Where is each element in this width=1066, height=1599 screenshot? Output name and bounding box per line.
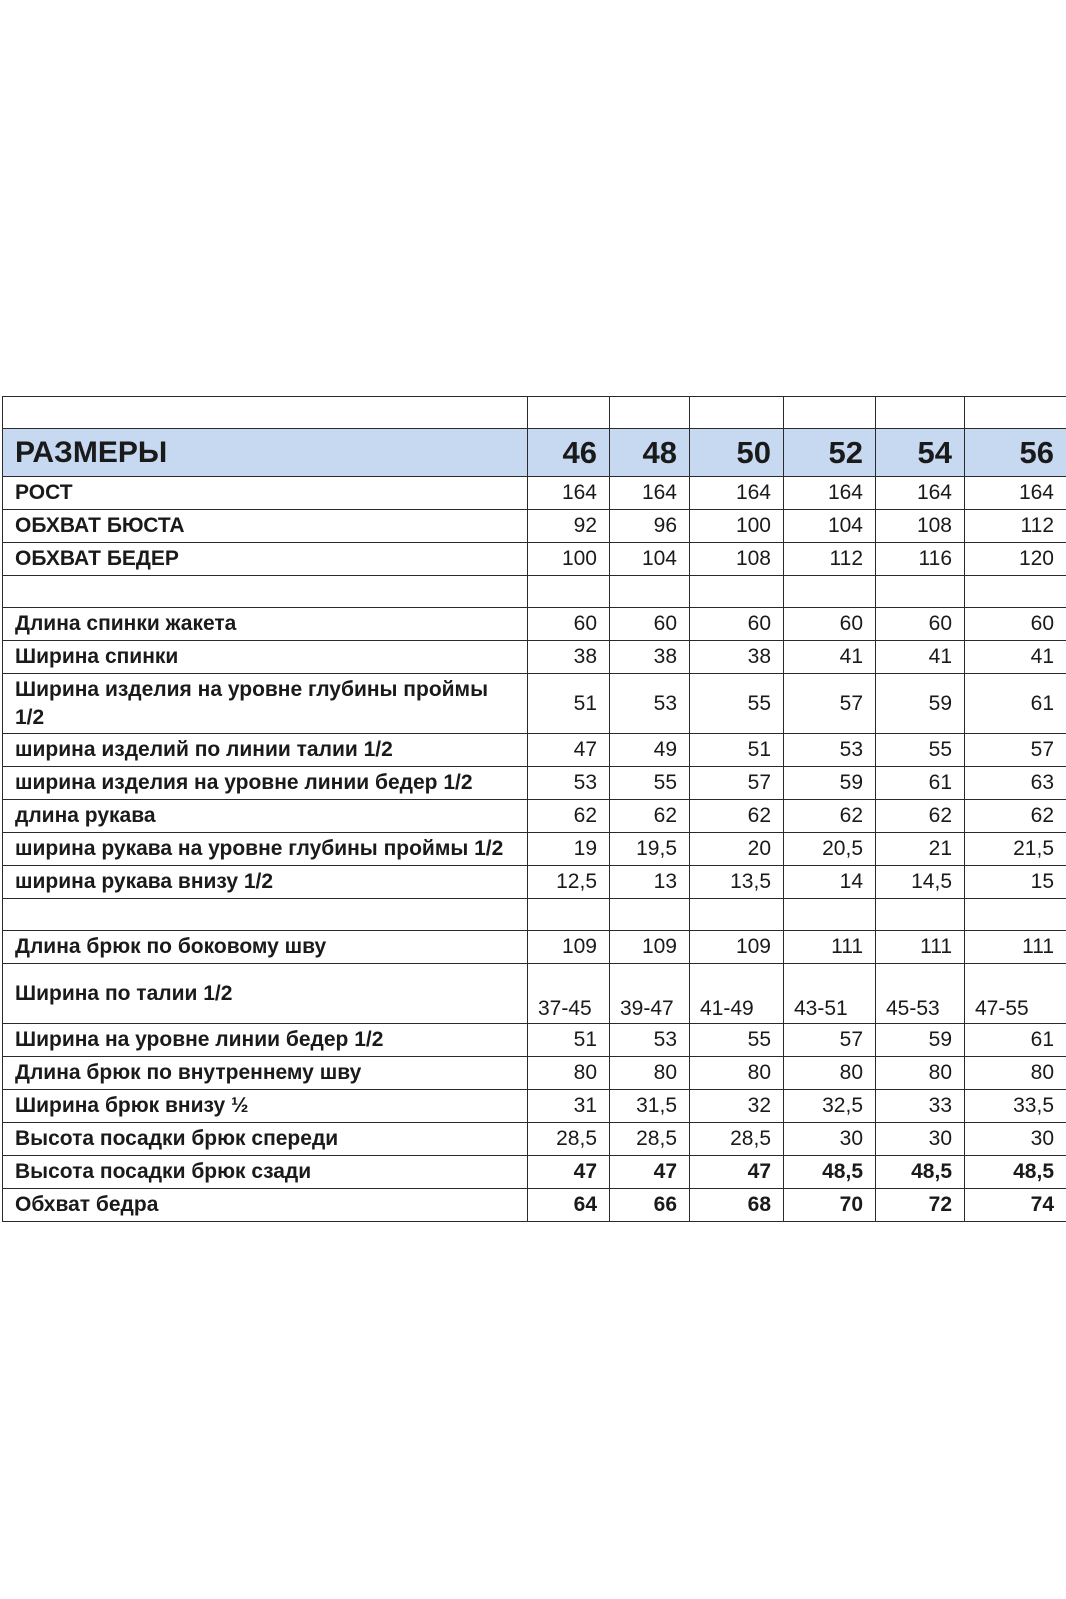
row-label: РОСТ (3, 477, 528, 510)
empty-cell (3, 397, 528, 429)
value-cell: 59 (876, 674, 965, 734)
value-cell: 164 (784, 477, 876, 510)
spacer-row (3, 899, 1066, 931)
empty-cell (876, 397, 965, 429)
empty-cell (784, 397, 876, 429)
value-cell: 49 (610, 734, 690, 767)
value-cell: 48,5 (965, 1156, 1066, 1189)
row-label: Высота посадки брюк сзади (3, 1156, 528, 1189)
value-cell: 108 (876, 510, 965, 543)
value-cell: 30 (965, 1123, 1066, 1156)
row-label: Длина спинки жакета (3, 608, 528, 641)
row-label: Ширина изделия на уровне глубины проймы 1/2 (3, 674, 528, 734)
value-cell: 47 (610, 1156, 690, 1189)
table-row (3, 510, 1066, 543)
value-cell: 41-49 (690, 964, 784, 1024)
value-cell: 55 (690, 674, 784, 734)
value-cell: 53 (610, 1024, 690, 1057)
empty-cell (965, 899, 1066, 931)
value-cell: 66 (610, 1189, 690, 1222)
table-row (3, 964, 1066, 1024)
value-cell: 60 (965, 608, 1066, 641)
value-cell: 104 (610, 543, 690, 576)
value-cell: 109 (610, 931, 690, 964)
value-cell: 53 (610, 674, 690, 734)
empty-cell (528, 576, 610, 608)
value-cell: 57 (690, 767, 784, 800)
empty-cell (528, 397, 610, 429)
table-row (3, 833, 1066, 866)
row-label: Длина брюк по боковому шву (3, 931, 528, 964)
table-row (3, 641, 1066, 674)
value-cell: 60 (784, 608, 876, 641)
table-row (3, 674, 1066, 734)
empty-cell (784, 576, 876, 608)
value-cell: 19,5 (610, 833, 690, 866)
table-row (3, 608, 1066, 641)
row-label: ширина изделий по линии талии 1/2 (3, 734, 528, 767)
row-label: Обхват бедра (3, 1189, 528, 1222)
value-cell: 59 (876, 1024, 965, 1057)
value-cell: 164 (876, 477, 965, 510)
size-header-cell: 52 (784, 429, 876, 477)
table-row (3, 767, 1066, 800)
value-cell: 19 (528, 833, 610, 866)
value-cell: 61 (965, 674, 1066, 734)
size-header-cell: 56 (965, 429, 1066, 477)
empty-cell (876, 899, 965, 931)
table-row (3, 1057, 1066, 1090)
value-cell: 57 (784, 674, 876, 734)
value-cell: 68 (690, 1189, 784, 1222)
value-cell: 28,5 (610, 1123, 690, 1156)
value-cell: 47 (690, 1156, 784, 1189)
value-cell: 41 (965, 641, 1066, 674)
value-cell: 37-45 (528, 964, 610, 1024)
value-cell: 80 (690, 1057, 784, 1090)
value-cell: 57 (784, 1024, 876, 1057)
value-cell: 164 (528, 477, 610, 510)
value-cell: 31 (528, 1090, 610, 1123)
table-row (3, 866, 1066, 899)
table-row (3, 1123, 1066, 1156)
size-chart-table (2, 396, 1066, 1222)
table-row (3, 931, 1066, 964)
row-label: ОБХВАТ БЕДЕР (3, 543, 528, 576)
value-cell: 120 (965, 543, 1066, 576)
spacer-row (3, 576, 1066, 608)
value-cell: 80 (610, 1057, 690, 1090)
value-cell: 33 (876, 1090, 965, 1123)
value-cell: 111 (965, 931, 1066, 964)
value-cell: 60 (610, 608, 690, 641)
empty-cell (610, 576, 690, 608)
row-label: Ширина спинки (3, 641, 528, 674)
value-cell: 109 (528, 931, 610, 964)
value-cell: 60 (528, 608, 610, 641)
value-cell: 20 (690, 833, 784, 866)
value-cell: 53 (784, 734, 876, 767)
value-cell: 30 (876, 1123, 965, 1156)
value-cell: 21,5 (965, 833, 1066, 866)
value-cell: 41 (876, 641, 965, 674)
value-cell: 30 (784, 1123, 876, 1156)
value-cell: 47-55 (965, 964, 1066, 1024)
empty-cell (965, 576, 1066, 608)
value-cell: 32,5 (784, 1090, 876, 1123)
table-row (3, 1090, 1066, 1123)
value-cell: 100 (528, 543, 610, 576)
value-cell: 38 (690, 641, 784, 674)
table-row (3, 1189, 1066, 1222)
table-row (3, 1156, 1066, 1189)
value-cell: 12,5 (528, 866, 610, 899)
row-label: ширина рукава на уровне глубины проймы 1/2 (3, 833, 528, 866)
value-cell: 47 (528, 734, 610, 767)
value-cell: 38 (610, 641, 690, 674)
empty-cell (876, 576, 965, 608)
table-row (3, 543, 1066, 576)
value-cell: 60 (876, 608, 965, 641)
value-cell: 55 (610, 767, 690, 800)
empty-cell (965, 397, 1066, 429)
value-cell: 116 (876, 543, 965, 576)
size-header-cell: 54 (876, 429, 965, 477)
value-cell: 53 (528, 767, 610, 800)
value-cell: 80 (784, 1057, 876, 1090)
empty-cell (784, 899, 876, 931)
value-cell: 109 (690, 931, 784, 964)
value-cell: 55 (690, 1024, 784, 1057)
value-cell: 100 (690, 510, 784, 543)
value-cell: 38 (528, 641, 610, 674)
value-cell: 43-51 (784, 964, 876, 1024)
value-cell: 108 (690, 543, 784, 576)
value-cell: 48,5 (784, 1156, 876, 1189)
empty-cell (610, 899, 690, 931)
empty-cell (690, 899, 784, 931)
size-header-cell: 50 (690, 429, 784, 477)
table-row (3, 1024, 1066, 1057)
row-label: длина рукава (3, 800, 528, 833)
empty-cell (690, 576, 784, 608)
table-row (3, 477, 1066, 510)
value-cell: 51 (528, 674, 610, 734)
row-label: ширина рукава внизу 1/2 (3, 866, 528, 899)
value-cell: 48,5 (876, 1156, 965, 1189)
value-cell: 15 (965, 866, 1066, 899)
value-cell: 96 (610, 510, 690, 543)
row-label: Высота посадки брюк спереди (3, 1123, 528, 1156)
value-cell: 61 (965, 1024, 1066, 1057)
value-cell: 51 (528, 1024, 610, 1057)
value-cell: 104 (784, 510, 876, 543)
value-cell: 59 (784, 767, 876, 800)
empty-cell (690, 397, 784, 429)
empty-cell (610, 397, 690, 429)
value-cell: 62 (528, 800, 610, 833)
value-cell: 80 (528, 1057, 610, 1090)
value-cell: 21 (876, 833, 965, 866)
value-cell: 80 (965, 1057, 1066, 1090)
value-cell: 62 (965, 800, 1066, 833)
value-cell: 62 (690, 800, 784, 833)
value-cell: 51 (690, 734, 784, 767)
row-label: Ширина по талии 1/2 (3, 964, 528, 1024)
value-cell: 62 (784, 800, 876, 833)
value-cell: 164 (690, 477, 784, 510)
size-header-cell: 46 (528, 429, 610, 477)
row-label: Ширина брюк внизу ½ (3, 1090, 528, 1123)
value-cell: 164 (965, 477, 1066, 510)
empty-cell (3, 899, 528, 931)
value-cell: 45-53 (876, 964, 965, 1024)
value-cell: 28,5 (528, 1123, 610, 1156)
empty-cell (3, 576, 528, 608)
value-cell: 13,5 (690, 866, 784, 899)
table-row (3, 800, 1066, 833)
value-cell: 28,5 (690, 1123, 784, 1156)
value-cell: 31,5 (610, 1090, 690, 1123)
value-cell: 62 (610, 800, 690, 833)
value-cell: 20,5 (784, 833, 876, 866)
header-title: РАЗМЕРЫ (3, 429, 528, 477)
row-label: Длина брюк по внутреннему шву (3, 1057, 528, 1090)
value-cell: 111 (876, 931, 965, 964)
value-cell: 57 (965, 734, 1066, 767)
value-cell: 32 (690, 1090, 784, 1123)
value-cell: 14,5 (876, 866, 965, 899)
value-cell: 14 (784, 866, 876, 899)
value-cell: 80 (876, 1057, 965, 1090)
value-cell: 61 (876, 767, 965, 800)
value-cell: 70 (784, 1189, 876, 1222)
row-label: ширина изделия на уровне линии бедер 1/2 (3, 767, 528, 800)
empty-cell (528, 899, 610, 931)
row-label: Ширина на уровне линии бедер 1/2 (3, 1024, 528, 1057)
value-cell: 13 (610, 866, 690, 899)
value-cell: 112 (784, 543, 876, 576)
value-cell: 47 (528, 1156, 610, 1189)
value-cell: 62 (876, 800, 965, 833)
value-cell: 33,5 (965, 1090, 1066, 1123)
header-row (3, 429, 1066, 477)
value-cell: 72 (876, 1189, 965, 1222)
value-cell: 63 (965, 767, 1066, 800)
value-cell: 41 (784, 641, 876, 674)
value-cell: 111 (784, 931, 876, 964)
value-cell: 60 (690, 608, 784, 641)
value-cell: 39-47 (610, 964, 690, 1024)
value-cell: 64 (528, 1189, 610, 1222)
value-cell: 74 (965, 1189, 1066, 1222)
value-cell: 55 (876, 734, 965, 767)
row-label: ОБХВАТ БЮСТА (3, 510, 528, 543)
table-row (3, 734, 1066, 767)
value-cell: 164 (610, 477, 690, 510)
spacer-row (3, 397, 1066, 429)
value-cell: 112 (965, 510, 1066, 543)
value-cell: 92 (528, 510, 610, 543)
size-header-cell: 48 (610, 429, 690, 477)
